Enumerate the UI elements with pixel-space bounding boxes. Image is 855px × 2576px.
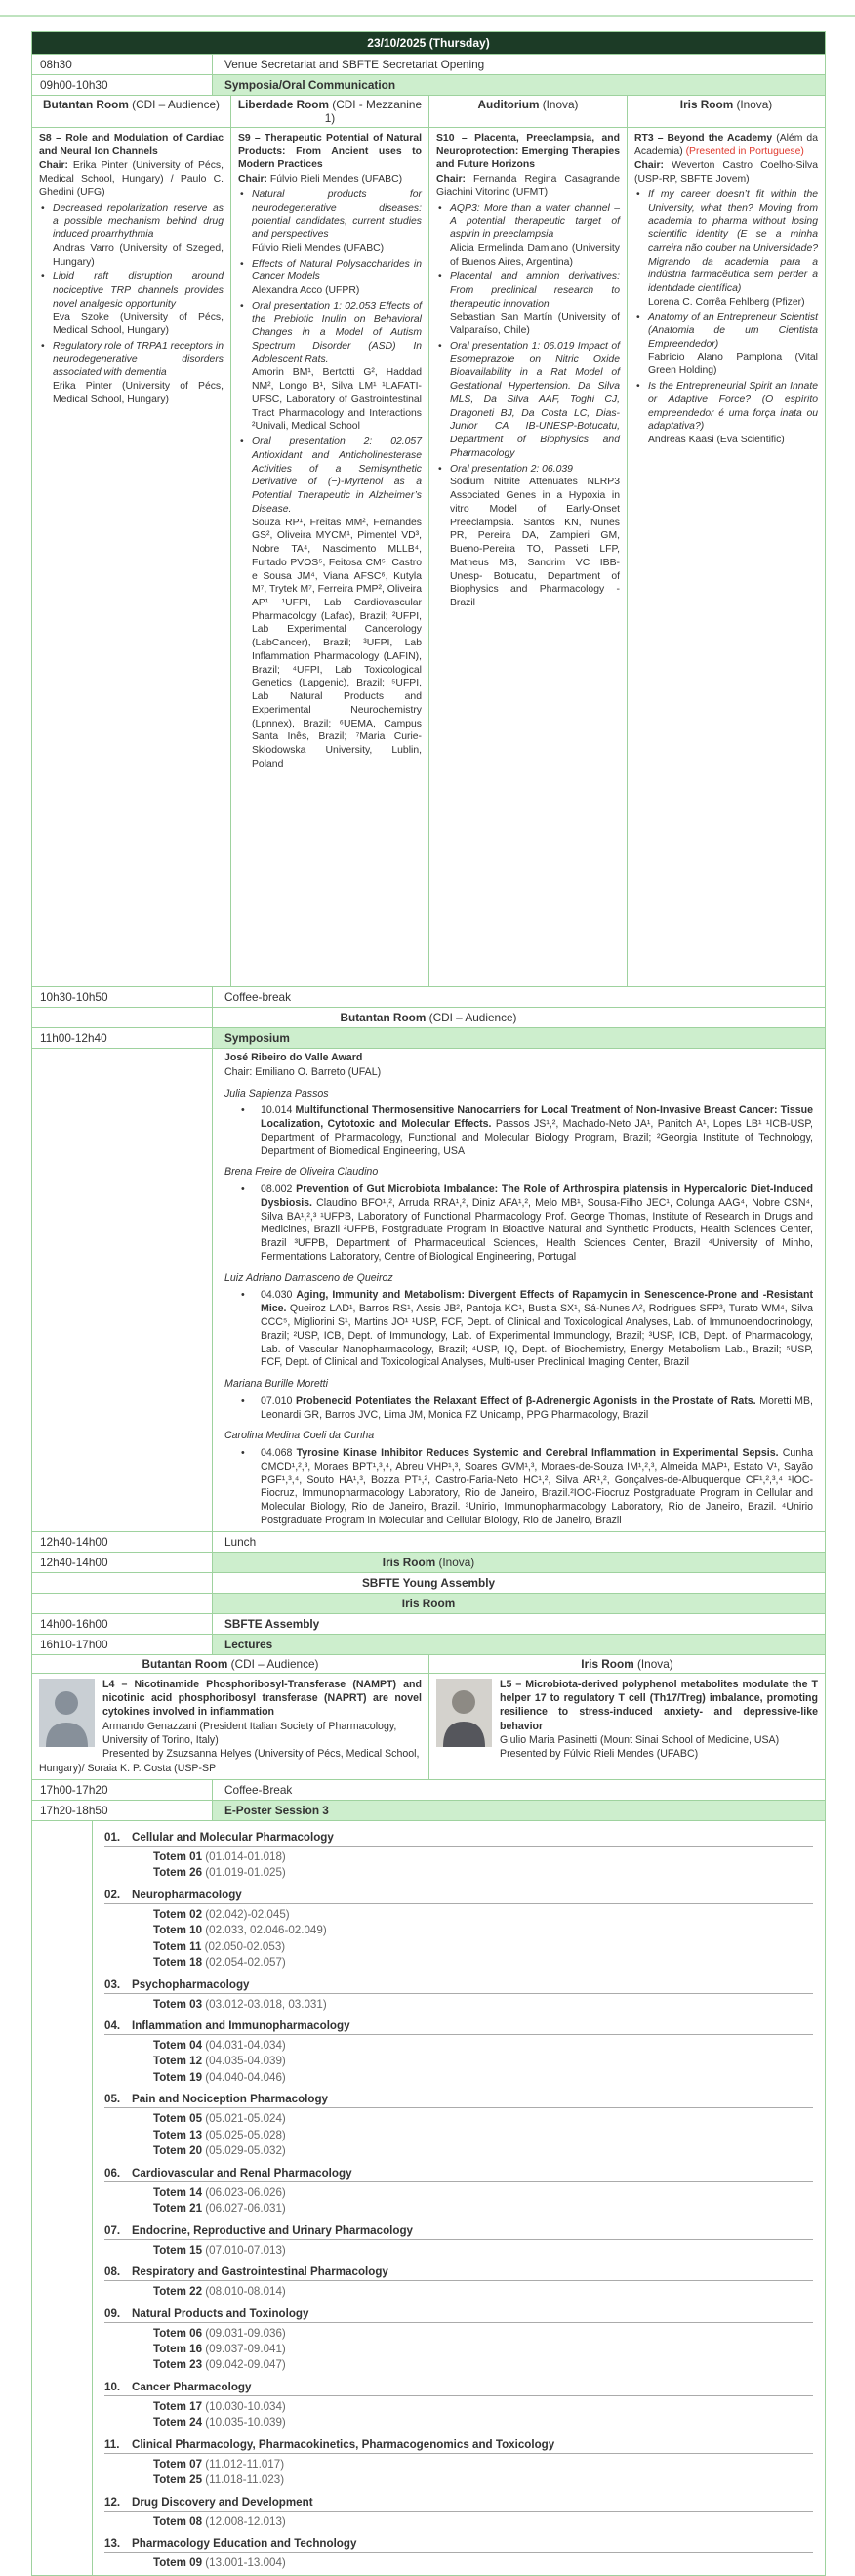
room-name: Butantan Room (142, 1656, 228, 1671)
section-number: 09. (104, 2306, 121, 2320)
section-number: 04. (104, 2018, 121, 2032)
eposter-line (104, 2357, 813, 2373)
time-cell: 09h00-10h30 (32, 75, 213, 95)
totem-label: Totem 22 (153, 2285, 203, 2299)
room-info: (Inova) (539, 98, 579, 111)
presented-in-portuguese-note: (Presented in Portuguese) (685, 145, 804, 157)
room-info: (CDI – Audience) (128, 98, 220, 111)
eposter-line (104, 1849, 813, 1865)
award-abstract (224, 1289, 813, 1370)
session-item (39, 202, 224, 270)
totem-label: Totem 04 (153, 2038, 203, 2052)
eposter-line (104, 1939, 813, 1955)
award-abstract (224, 1447, 813, 1528)
eposter-line (104, 2070, 813, 2086)
session-item (238, 258, 422, 298)
totem-range: (06.023-06.026) (202, 2185, 286, 2199)
row-label: Lunch (224, 1534, 257, 1549)
talk-speaker: Fúlvio Rieli Mendes (UFABC) (252, 242, 385, 254)
section-title: Natural Products and Toxinology (132, 2306, 309, 2320)
time-cell (32, 1821, 93, 2575)
eposter-line (104, 2381, 813, 2396)
lecture-presented-by: Presented by Zsuzsanna Helyes (University of Pécs, Medical School, Hungary)/ Soraia K. P. Costa (USP-SP (39, 1748, 420, 1774)
session-title: S10 – Placenta, Preeclampsia, and Neuroprotection: Emerging Therapies and Future Horizons (436, 133, 620, 171)
row-label: Coffee-Break (224, 1782, 293, 1797)
talk-title: • Anatomy of an Entrepreneur Scientist (Anatomia de um Cientista Empreendedor) (648, 312, 818, 351)
totem-label: Totem 07 (153, 2457, 203, 2471)
talk-title: • Oral presentation 2: 02.057 Antioxidant and Anticholinesterase Activities of a Semisynthetic Derivative of (−)-Myrtenol as a Potential Therapeutic in Alzheimer’s Disease. (252, 436, 422, 515)
totem-range: (04.031-04.034) (202, 2038, 286, 2052)
award-presenter: Brena Freire de Oliveira Claudino (224, 1166, 379, 1179)
totem-range: (01.014-01.018) (202, 1849, 286, 1863)
session-chair: Chair: Fernanda Regina Casagrande Giachini Vitorino (UFMT) (436, 174, 620, 198)
eposter-line (104, 2415, 813, 2431)
session-chair: Chair: Fúlvio Rieli Mendes (UFABC) (238, 174, 403, 186)
row-label: SBFTE Assembly (224, 1616, 320, 1631)
room-info: (CDI - Mezzanine 1) (324, 98, 423, 125)
section-title: Inflammation and Immunopharmacology (132, 2018, 350, 2032)
row-symposium (32, 1027, 825, 1048)
room-name: Butantan Room (43, 98, 129, 111)
room-name: Iris Room (581, 1656, 634, 1671)
section-title: Drug Discovery and Development (132, 2495, 313, 2509)
talk-title: • Decreased repolarization reserve as a possible mechanism behind drug induced proarrhythmia (53, 202, 224, 241)
eposter-line (104, 2342, 813, 2357)
row-sbfte-assembly (32, 1613, 825, 1634)
room-info: (Inova) (435, 1555, 475, 1569)
time-cell: 17h00-17h20 (32, 1780, 213, 1800)
eposter-line (104, 2326, 813, 2342)
abstract-title: Tyrosine Kinase Inhibitor Reduces Systemic and Cerebral Inflammation in Experimental Sepsis. (296, 1447, 779, 1460)
session-item (436, 340, 620, 461)
time-cell: 17h20-18h50 (32, 1801, 213, 1820)
session-item (436, 202, 620, 270)
eposter-line (104, 2019, 813, 2035)
totem-label: Totem 23 (153, 2358, 203, 2372)
totem-range: (05.025-05.028) (202, 2128, 286, 2141)
totem-label: Totem 13 (153, 2128, 203, 2141)
section-title: Pharmacology Education and Technology (132, 2537, 357, 2551)
totem-range: (05.021-05.024) (202, 2112, 286, 2126)
section-number: 05. (104, 2093, 121, 2106)
row-label: E-Poster Session 3 (213, 1801, 825, 1820)
room-name: Auditorium (477, 98, 540, 111)
talk-title: • AQP3: More than a water channel – A potential therapeutic target of aspirin in preeclampsia (450, 202, 620, 241)
room-info: (CDI – Audience) (426, 1011, 517, 1024)
abstract-authors: Passos JS¹,², Machado-Neto JA¹, Panitch A¹, Lopes LB¹ ¹ICB-USP, Department of Pharmacology, Functional and Molecular Biology Program, Brazil; ²Georgia Institute of Technology, Department of Biomedical Engineering, USA (261, 1118, 813, 1157)
row-coffee-break-1 (32, 986, 825, 1007)
totem-label: Totem 16 (153, 2342, 203, 2355)
room-info: (Inova) (733, 98, 773, 111)
talk-title: • Oral presentation 1: 06.019 Impact of Esomeprazole on Nitric Oxide Bioavailability in a Rat Model of Gestational Hypertension. Da Silva MLS, Da Silva AAF, Toghi CJ, Dragoneti BJ, Da Costa LC, Dias-Junior CA IB-UNESP-Botucatu, Department of Biophysics and Pharmacology (450, 341, 620, 459)
talk-speaker: Andreas Kaasi (Eva Scientific) (648, 435, 785, 446)
totem-range: (02.054-02.057) (202, 1956, 286, 1970)
abstract-code: 04.030 (261, 1289, 297, 1302)
row-lunch (32, 1531, 825, 1552)
totem-label: Totem 21 (153, 2202, 203, 2216)
eposter-line (104, 2111, 813, 2127)
abstract-title: Probenecid Potentiates the Relaxant Effect of β-Adrenergic Agonists in the Prostate of Rats. (295, 1394, 756, 1407)
abstract-title: Aging, Immunity and Metabolism: Divergent Effects of Rapamycin in Senescence-Prone and -Resistant Mice. (261, 1289, 813, 1315)
row-iris-room (32, 1593, 825, 1613)
row-label: Coffee-break (224, 990, 291, 1004)
award-abstract (224, 1395, 813, 1423)
eposter-list (93, 1821, 825, 2575)
lecture-speaker: Armando Genazzani (President Italian Society of Pharmacology, University of Torino, Italy) (102, 1720, 397, 1746)
talk-title: • Lipid raft disruption around nociceptive TRP channels provides novel analgesic opportunity (53, 271, 224, 310)
section-title: Cellular and Molecular Pharmacology (132, 1830, 334, 1844)
row-opening (32, 54, 825, 74)
time-cell: 12h40-14h00 (32, 1532, 213, 1552)
totem-label: Totem 02 (153, 1907, 203, 1921)
totem-range: (07.010-07.013) (202, 2243, 286, 2257)
totem-label: Totem 15 (153, 2243, 203, 2257)
talk-speaker: Eva Szoke (University of Pécs, Medical School, Hungary) (53, 312, 224, 337)
lecture-speaker: Giulio Maria Pasinetti (Mount Sinai School of Medicine, USA) (500, 1733, 780, 1746)
totem-range: (02.033, 02.046-02.049) (202, 1924, 327, 1937)
lecture-title: L5 – Microbiota-derived polyphenol metabolites modulate the T helper 17 to regulatory T cell (Th17/Treg) imbalance, promoting resilience to stress-induced anxiety- and depressive-like behavior (500, 1678, 818, 1732)
room-name: Iris Room (382, 1555, 436, 1569)
room-info: (Inova) (633, 1656, 673, 1671)
totem-range: (09.042-09.047) (202, 2358, 286, 2372)
time-cell (32, 1573, 213, 1593)
row-symposia (32, 74, 825, 95)
room-header-butantan (32, 1655, 428, 1673)
time-cell: 12h40-14h00 (32, 1553, 213, 1572)
totem-range: (11.018-11.023) (202, 2473, 285, 2487)
l5-speaker-photo (436, 1679, 492, 1747)
award-chair: Chair: Emiliano O. Barreto (UFAL) (224, 1065, 382, 1078)
time-cell (32, 1594, 213, 1613)
abstract-authors: Claudino BFO¹,², Arruda RRA¹,², Diniz AFA¹,², Melo MB¹, Sousa-Filho JEC¹, Colunga AAG⁴, Nobre CSN⁴, Silva BA¹,²,³ ¹UFPB, Laboratory of Functional Pharmacology Prof. George Thomas, Institute of Research in Drugs and Medicines, Brazil ²UFPB, Postgraduate Program in Bioactive Natural and Synthetic Products, Health Sciences Center, Brazil ³UFPB, Department of Pharmaceutical Sciences, Health Sciences Center, Brazil ⁴University of Minho, Fermentations Laboratory, Centre of Biological Engineering, Portugal (261, 1196, 813, 1263)
room-name: Liberdade Room (237, 98, 329, 111)
room-name: Iris Room (401, 1596, 456, 1610)
totem-range: (12.008-12.013) (202, 2514, 286, 2528)
session-item (436, 463, 620, 610)
award-abstract (224, 1184, 813, 1265)
section-number: 08. (104, 2265, 121, 2279)
eposter-line (104, 1978, 813, 1994)
row-label: SBFTE Young Assembly (361, 1575, 496, 1590)
eposter-line (104, 1831, 813, 1847)
abstract-code: 04.068 (261, 1447, 297, 1460)
room-header-liberdade (230, 96, 428, 127)
totem-range: (02.042)-02.045) (202, 1907, 290, 1921)
award-abstract (224, 1104, 813, 1158)
talk-speaker: Sebastian San Martín (University of Valparaíso, Chile) (450, 312, 620, 337)
talk-title: • Placental and amnion derivatives: From preclinical research to therapeutic innovation (450, 271, 620, 310)
session-item (634, 188, 818, 310)
row-award (32, 1048, 825, 1531)
talk-speaker: Fabrício Alano Pamplona (Vital Green Holding) (648, 352, 818, 377)
section-number: 13. (104, 2537, 121, 2551)
row-label: Venue Secretariat and SBFTE Secretariat Opening (224, 58, 485, 71)
section-title: Cardiovascular and Renal Pharmacology (132, 2166, 352, 2180)
totem-label: Totem 03 (153, 1997, 203, 2011)
session-row (32, 127, 825, 986)
eposter-list-row (32, 1820, 825, 2575)
room-header-iris (627, 96, 825, 127)
date-header: 23/10/2025 (Thursday) (32, 32, 825, 54)
eposter-line (104, 2438, 813, 2454)
row-iris-room-inova (32, 1552, 825, 1572)
session-item (634, 380, 818, 447)
talk-title: • Oral presentation 1: 02.053 Effects of the Prebiotic Inulin on Behavioral Changes in a Model of Autism Spectrum Disorder (ASD) In Adolescent Rats. (252, 300, 422, 365)
session-item (238, 300, 422, 434)
totem-label: Totem 18 (153, 1956, 203, 1970)
section-number: 11. (104, 2437, 120, 2451)
totem-label: Totem 10 (153, 1924, 203, 1937)
totem-label: Totem 01 (153, 1849, 203, 1863)
section-number: 01. (104, 1830, 121, 1844)
time-cell: 14h00-16h00 (32, 1614, 213, 1634)
totem-range: (13.001-13.004) (202, 2556, 286, 2570)
session-item (39, 340, 224, 407)
lecture-title: L4 – Nicotinamide Phosphoribosyl-Transferase (NAMPT) and nicotinic acid phosphoribosyl transferase (NAPRT) are novel cytokines involved in inflammation (102, 1678, 422, 1719)
eposter-line (104, 2472, 813, 2488)
abstract-code: 10.014 (261, 1104, 296, 1117)
section-number: 03. (104, 1977, 121, 1991)
session-title: S8 – Role and Modulation of Cardiac and Neural Ion Channels (39, 133, 224, 157)
talk-speaker: Alexandra Acco (UFPR) (252, 285, 360, 297)
totem-range: (04.040-04.046) (202, 2070, 286, 2084)
abstract-title: Prevention of Gut Microbiota Imbalance: The Role of Arthrospira platensis in Hypercaloric Diet-Induced Dysbiosis. (261, 1184, 813, 1209)
totem-label: Totem 24 (153, 2416, 203, 2430)
lecture-room-header-row (32, 1654, 825, 1673)
talk-title: • If my career doesn’t fit within the University, what then? Moving from academia to pharma without losing scientific identity (E se a minha carreira não couber na Universidade? Migrando da academia para a indústria farmacêutica sem perder a identidade científica) (648, 188, 818, 295)
room-info: (CDI – Audience) (227, 1656, 319, 1671)
totem-label: Totem 11 (153, 1939, 202, 1953)
totem-label: Totem 17 (153, 2399, 203, 2413)
section-number: 07. (104, 2223, 121, 2237)
award-entry (224, 1272, 813, 1370)
totem-range: (04.035-04.039) (202, 2055, 286, 2068)
page-top-rule (0, 15, 855, 17)
eposter-line (104, 1907, 813, 1923)
abstract-authors: Moretti MB, Leonardi GR, Barros JVC, Lima JM, Monica FZ Unicamp, PPG Pharmacology, Brazil (261, 1394, 813, 1421)
row-coffee-break-2 (32, 1779, 825, 1800)
section-number: 12. (104, 2495, 121, 2509)
time-cell (32, 1049, 213, 1531)
eposter-line (104, 2284, 813, 2300)
talk-speaker: Alicia Ermelinda Damiano (University of Buenos Aires, Argentina) (450, 242, 620, 268)
eposter-line (104, 1923, 813, 1938)
session-item (238, 188, 422, 256)
eposter-line (104, 2537, 813, 2553)
row-label: Lectures (213, 1635, 825, 1654)
eposter-line (104, 2224, 813, 2240)
row-label: Symposia/Oral Communication (213, 75, 825, 95)
talk-title: • Effects of Natural Polysaccharides in Cancer Models (252, 258, 422, 283)
program-table (31, 31, 826, 2576)
row-lectures (32, 1634, 825, 1654)
totem-range: (01.019-01.025) (202, 1866, 286, 1880)
section-title: Endocrine, Reproductive and Urinary Pharmacology (132, 2223, 413, 2237)
totem-label: Totem 08 (153, 2514, 203, 2528)
row-sbfte-young-assembly (32, 1572, 825, 1593)
session-item (634, 312, 818, 379)
award-entry (224, 1088, 813, 1159)
lecture-row (32, 1673, 825, 1779)
room-header-iris (428, 1655, 825, 1673)
eposter-line (104, 2128, 813, 2143)
eposter-line (104, 2093, 813, 2108)
award-title: José Ribeiro do Valle Award (224, 1052, 363, 1063)
totem-range: (08.010-08.014) (202, 2285, 286, 2299)
totem-range: (03.012-03.018, 03.031) (202, 1997, 327, 2011)
totem-label: Totem 09 (153, 2556, 203, 2570)
totem-label: Totem 19 (153, 2070, 203, 2084)
session-rt3 (627, 128, 825, 986)
talk-speaker: Erika Pinter (University of Pécs, Medical School, Hungary) (53, 381, 224, 405)
lecture-l4 (32, 1674, 428, 1779)
eposter-line (104, 2143, 813, 2159)
room-header-row (32, 95, 825, 127)
award-presenter: Mariana Burille Moretti (224, 1378, 328, 1391)
abstract-code: 08.002 (261, 1184, 297, 1196)
award-entry (224, 1430, 813, 1527)
l4-speaker-photo (39, 1679, 95, 1747)
award-presenter: Luiz Adriano Damasceno de Queiroz (224, 1271, 393, 1284)
eposter-line (104, 2307, 813, 2323)
section-number: 06. (104, 2166, 121, 2180)
session-s8 (32, 128, 230, 986)
eposter-line (104, 2185, 813, 2201)
section-number: 10. (104, 2380, 121, 2393)
section-title: Pain and Nociception Pharmacology (132, 2093, 328, 2106)
eposter-line (104, 1865, 813, 1881)
totem-range: (06.027-06.031) (202, 2202, 286, 2216)
time-cell: 11h00-12h40 (32, 1028, 213, 1048)
eposter-line (104, 2514, 813, 2530)
eposter-line (104, 2201, 813, 2217)
totem-label: Totem 25 (153, 2473, 203, 2487)
time-cell: 08h30 (32, 55, 213, 74)
eposter-line (104, 2399, 813, 2415)
section-title: Respiratory and Gastrointestinal Pharmacology (132, 2265, 388, 2279)
eposter-line (104, 1889, 813, 1904)
talk-speaker: Lorena C. Corrêa Fehlberg (Pfizer) (648, 296, 805, 308)
room-name: Butantan Room (340, 1011, 427, 1024)
talk-speaker: Andras Varro (University of Szeged, Hungary) (53, 242, 224, 268)
talk-speaker: Sodium Nitrite Attenuates NLRP3 Associated Genes in a Hypoxia in vitro Model of Early-Onset Preeclampsia. Santos KN, Nunes PR, Pereira DA, Zampieri GM, Bueno-Pereira TO, Passeti LFP, Matheus MB, Sandrim VC IBB-Unesp- Botucatu, Department of Biophysics and Pharmacology - Brazil (450, 477, 620, 608)
session-chair: Chair: Weverton Castro Coelho-Silva (USP-RP, SBFTE Jovem) (634, 160, 818, 186)
talk-title: • Regulatory role of TRPA1 receptors in neurodegenerative disorders associated with dementia (53, 341, 224, 379)
award-presenter: Julia Sapienza Passos (224, 1087, 329, 1100)
time-cell: 16h10-17h00 (32, 1635, 213, 1654)
section-title: Neuropharmacology (132, 1888, 242, 1901)
eposter-line (104, 2243, 813, 2259)
lecture-l5 (428, 1674, 825, 1779)
abstract-title: Multifunctional Thermosensitive Nanocarriers for Local Treatment of Non-Invasive Breast Cancer: Tissue Localization, Cytotoxic and Molecular Effects. (261, 1104, 813, 1131)
lecture-presented-by: Presented by Fúlvio Rieli Mendes (UFABC) (500, 1748, 699, 1761)
abstract-code: 07.010 (261, 1394, 296, 1407)
eposter-line (104, 2555, 813, 2571)
eposter-line (104, 2054, 813, 2069)
row-label: Symposium (213, 1028, 825, 1048)
section-title: Psychopharmacology (132, 1977, 250, 1991)
eposter-line (104, 1997, 813, 2013)
room-header-butantan-single (32, 1007, 825, 1027)
talk-speaker: Souza RP¹, Freitas MM², Fernandes GS², Oliveira MYCM¹, Pimentel VD³, Nobre TA⁴, Nascimento MLLB⁴, Furtado PVOS⁵, Feitosa CM⁵, Castro e Sousa JM⁴, Viana AFSC⁶, Kutyla M⁷, Trytek M⁷, Ferreira PMP², Oliveira AP¹ ¹UFPI, Lab Cardiovascular Pharmacology (Lafac), Brazil; ²UFPI, Lab Experimental Cancerology (LabCancer), Brazil; ³UFPI, Lab Inflammation Pharmacology (LAFIN), Brazil; ⁴UFPI, Lab Toxicological Genetics (Lapgenic), Brazil; ⁵UFPI, Lab Natural Products and Experimental Neurochemistry (Lpnnex), Brazil; ⁶UEMA, Campus Santa Inês, Brazil; ⁷Maria Curie-Skłodowska University, Lublin, Poland (252, 517, 422, 769)
totem-label: Totem 12 (153, 2055, 203, 2068)
eposter-line (104, 2457, 813, 2472)
abstract-authors: Queiroz LAD¹, Barros RS¹, Assis JB², Pantoja KC¹, Bustia SX¹, Sá-Nunes A², Rodrigues SFP³, Turato WM⁴, Silva CCC⁵, Migliorini S¹, Martins JO¹ ¹USP, FCF, Dept. of Clinical and Toxicological Analyses, Lab. of Immunoendocrinology, Brazil; ²USP, ICB, Dept. of Immunology, Lab. of Experimental Immunology, Brazil; ³USP, ICB, Dept. of Pharmacology, Lab. of Vascular Nanopharmacology, Brazil; ⁴USP, IQ, Dept. of Biochemistry, Energy Metabolism Lab., Brazil; ⁵USP, FCF, Dept. of Clinical and Toxicological Analyses, Multi-user Preclinical Imaging Center, Brazil (261, 1303, 813, 1369)
section-title: Cancer Pharmacology (132, 2380, 252, 2393)
room-name: Iris Room (679, 98, 734, 111)
talk-title: • Is the Entrepreneurial Spirit an Innate or Adaptive Force? (O espírito empreendedor é uma força inata ou adaptativa?) (648, 381, 818, 433)
totem-label: Totem 26 (153, 1866, 203, 1880)
totem-label: Totem 20 (153, 2144, 203, 2158)
eposter-line (104, 2038, 813, 2054)
totem-range: (10.035-10.039) (202, 2416, 286, 2430)
session-s10 (428, 128, 627, 986)
totem-range: (09.037-09.041) (202, 2342, 286, 2355)
talk-speaker: Amorin BM¹, Bertotti G², Haddad NM², Longo B¹, Silva LM¹ ¹LAFATI-UFSC, Laboratory of Gastrointestinal Tract Pharmacology and Interactions ²Univali, Medical School (252, 367, 422, 433)
totem-range: (09.031-09.036) (202, 2326, 286, 2340)
award-entry (224, 1378, 813, 1422)
talk-title: • Natural products for neurodegenerative diseases: potential candidates, current studies and perspectives (252, 188, 422, 241)
abstract-authors: Cunha CMCD¹,²,³, Moraes BPT¹,³,⁴, Abreu VHP¹,³, Soares GVM¹,³, Moraes-de-Souza IM¹,²,³, Almeida MAP¹, Estato V¹, Sayão PGF¹,³,⁴, Souto HA¹,³, Bozza PT¹,², Castro-Faria-Neto HC¹,², Silva AR¹,², Gonçalves-de-Albuquerque CF¹,²,³,⁴ ¹IOC-Fiocruz, Immunopharmacology Laboratory, Rio de Janeiro, Brazil.²IOC-Fiocruz Postgraduate Program in Cellular and Molecular Biology, Rio de Janeiro, Brazil. ³Unirio, Immunopharmacology Laboratory, Rio de Janeiro, Brazil. ⁴Unirio Postgraduate Program in Molecular and Cellular Biology, Rio de Janeiro, Brazil (261, 1447, 813, 1526)
time-cell (32, 1008, 213, 1027)
session-item (436, 270, 620, 338)
session-title: S9 – Therapeutic Potential of Natural Products: From Ancient uses to Modern Practices (238, 133, 422, 171)
totem-range: (11.012-11.017) (202, 2457, 285, 2471)
room-header-auditorium (428, 96, 627, 127)
room-header-butantan (32, 96, 230, 127)
eposter-line (104, 2167, 813, 2182)
totem-label: Totem 06 (153, 2326, 203, 2340)
section-title: Clinical Pharmacology, Pharmacokinetics, Pharmacogenomics and Toxicology (132, 2437, 555, 2451)
session-chair: Chair: Erika Pinter (University of Pécs, Medical School, Hungary) / Paulo C. Ghedini (UFG) (39, 160, 224, 198)
row-eposter-session (32, 1800, 825, 1820)
award-presenter: Carolina Medina Coeli da Cunha (224, 1430, 375, 1442)
totem-range: (05.029-05.032) (202, 2144, 286, 2158)
eposter-line (104, 2496, 813, 2512)
eposter-line (104, 1955, 813, 1971)
award-entry (224, 1166, 813, 1264)
session-item (39, 270, 224, 338)
totem-range: (02.050-02.053) (201, 1939, 286, 1953)
time-cell: 10h30-10h50 (32, 987, 213, 1007)
session-title: RT3 – Beyond the Academy (Além da Academia) (Presented in Portuguese) (634, 133, 818, 157)
totem-label: Totem 05 (153, 2112, 203, 2126)
section-number: 02. (104, 1888, 121, 1901)
session-item (238, 436, 422, 770)
eposter-line (104, 2265, 813, 2281)
totem-label: Totem 14 (153, 2185, 203, 2199)
award-cell (213, 1049, 825, 1531)
totem-range: (10.030-10.034) (202, 2399, 286, 2413)
session-s9 (230, 128, 428, 986)
talk-title: • Oral presentation 2: 06.039 (450, 463, 573, 475)
